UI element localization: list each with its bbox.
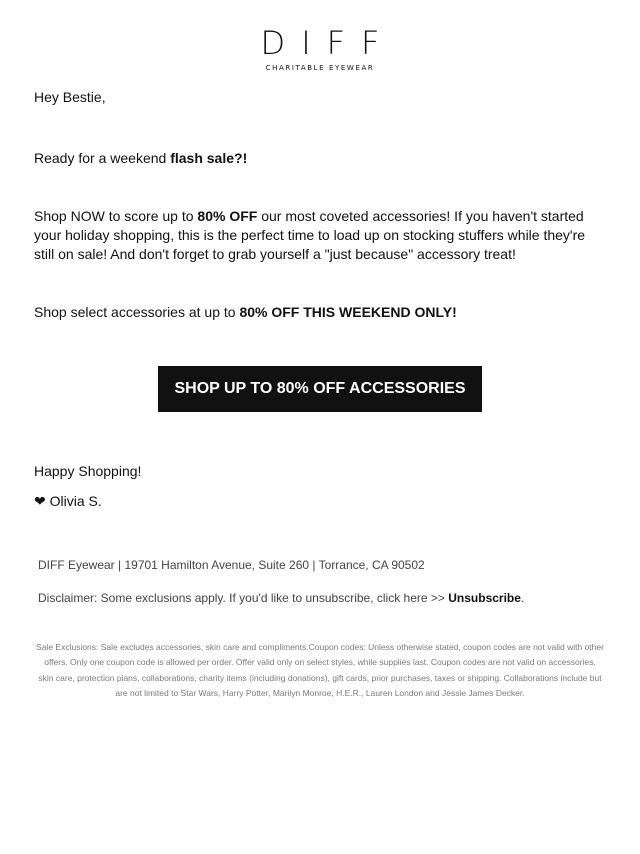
brand-tagline: CHARITABLE EYEWEAR [265,64,375,72]
brand-logo[interactable] [0,26,640,73]
intro-highlight: flash sale?! [170,150,248,166]
intro-text: Ready for a weekend [34,150,171,166]
offer-text-start: Shop NOW to score up to [34,208,198,224]
disclaimer-text: Disclaimer: Some exclusions apply. If you'd like to unsubscribe, click here >> [38,591,449,605]
weekend-text: Shop select accessories at up to [34,304,240,320]
signoff: Happy Shopping! [34,463,142,479]
footer-address: DIFF Eyewear | 19701 Hamilton Avenue, Suite 260 | Torrance, CA 90502 [38,558,425,572]
offer-text-rest: our most coveted accessories! If you haven't started your holiday shopping, this is the perfect time to load up on stocking stuffers while they're still on sale! And don't forget to grab yourself a "just because" accessory treat! [34,208,586,262]
cta-container [0,366,640,412]
offer-paragraph [34,207,606,264]
fine-print: Sale Exclusions: Sale excludes accessories, skin care and compliments.Coupon codes: Unless otherwise stated, coupon codes are not valid with other offers. Only one coupon code is allowed per order. Offer valid only on select styles, while supplies last. Coupon codes are not valid on accessories, skin care, protection plans, collaborations, charity items (including donations), gift cards, prior purchases, taxes or shipping. Collaborations include but are not limited to Star Wars, Harry Potter, Marilyn Monroe, H.E.R., Lauren London and Jessie James Decker. [36,642,604,698]
disclaimer-end: . [520,591,525,605]
offer-discount: 80% OFF [197,208,258,224]
footer-disclaimer [38,590,608,606]
shop-accessories-button[interactable]: SHOP UP TO 80% OFF ACCESSORIES [158,366,481,412]
intro-paragraph [34,149,606,168]
unsubscribe-link[interactable]: Unsubscribe [448,591,521,605]
weekend-paragraph [34,303,606,322]
weekend-highlight: 80% OFF THIS WEEKEND ONLY! [239,304,457,320]
brand-wordmark: DIFF [260,24,396,62]
signature: ❤ Olivia S. [34,493,102,509]
greeting: Hey Bestie, [34,89,106,105]
